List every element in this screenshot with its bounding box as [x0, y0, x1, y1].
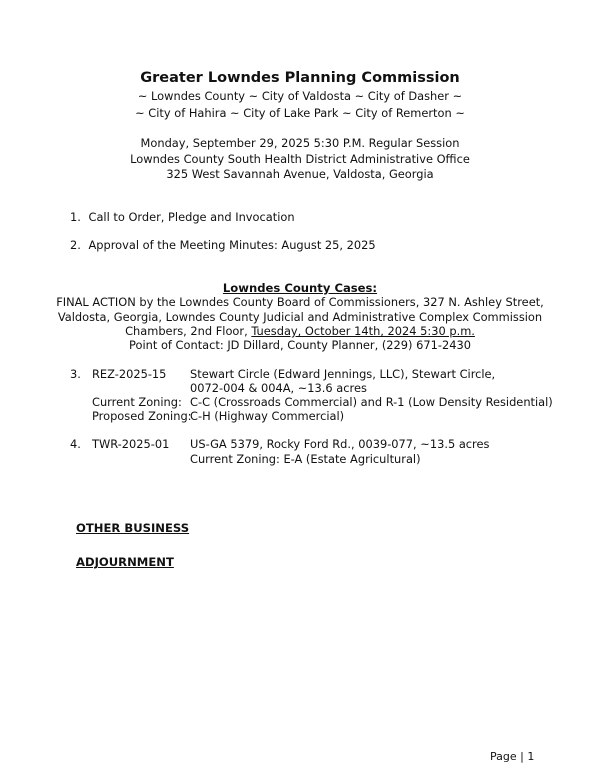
location-name: Lowndes County South Health District Administrative Office [130, 152, 470, 166]
agenda-item-number: 2. [70, 238, 81, 252]
final-action-line-1: FINAL ACTION by the Lowndes County Board of Commissioners, 327 N. Ashley Street, [56, 295, 544, 309]
meeting-date: Tuesday, October 14th, 2024 5:30 p.m. [251, 324, 475, 338]
current-zoning-value: C-C (Crossroads Commercial) and R-1 (Low Density Residential) [190, 395, 553, 409]
jurisdictions-line-1: ~ Lowndes County ~ City of Valdosta ~ City of Dasher ~ [137, 89, 463, 103]
case-description-line-1: Stewart Circle (Edward Jennings, LLC), Stewart Circle, [190, 367, 496, 381]
page-number: Page | 1 [490, 750, 535, 763]
case-number: 4. [70, 437, 81, 451]
case-description-line-2: 0072-004 & 004A, ~13.6 acres [190, 381, 367, 395]
adjournment-heading: ADJOURNMENT [76, 555, 174, 569]
agenda-item-1 [70, 210, 295, 224]
agenda-item-2 [70, 238, 376, 252]
other-business-heading: OTHER BUSINESS [76, 521, 190, 535]
point-of-contact: Point of Contact: JD Dillard, County Planner, (229) 671-2430 [129, 338, 471, 352]
final-action-line-3 [0, 324, 600, 338]
case-id: REZ-2025-15 [92, 367, 167, 381]
agenda-item-number: 1. [70, 210, 81, 224]
session-info: Monday, September 29, 2025 5:30 P.M. Regular Session [140, 136, 460, 150]
proposed-zoning-label: Proposed Zoning: [92, 409, 192, 423]
case-number: 3. [70, 367, 81, 381]
page-title: Greater Lowndes Planning Commission [140, 70, 460, 86]
jurisdictions-line-2: ~ City of Hahira ~ City of Lake Park ~ City of Remerton ~ [135, 106, 465, 120]
final-action-line-2: Valdosta, Georgia, Lowndes County Judicial and Administrative Complex Commission [57, 310, 543, 324]
county-cases-heading: Lowndes County Cases: [222, 281, 378, 295]
case-id: TWR-2025-01 [92, 437, 170, 451]
agenda-item-text: Call to Order, Pledge and Invocation [88, 210, 295, 224]
address: 325 West Savannah Avenue, Valdosta, Georgia [166, 167, 434, 181]
case-description-line-1: US-GA 5379, Rocky Ford Rd., 0039-077, ~13.5 acres [190, 437, 490, 451]
proposed-zoning-value: C-H (Highway Commercial) [190, 409, 345, 423]
current-zoning-label: Current Zoning: [92, 395, 182, 409]
agenda-item-text: Approval of the Meeting Minutes: August 25, 2025 [88, 238, 376, 252]
final-action-line-3-prefix: Chambers, 2nd Floor, [125, 324, 252, 338]
current-zoning: Current Zoning: E-A (Estate Agricultural) [190, 452, 421, 466]
